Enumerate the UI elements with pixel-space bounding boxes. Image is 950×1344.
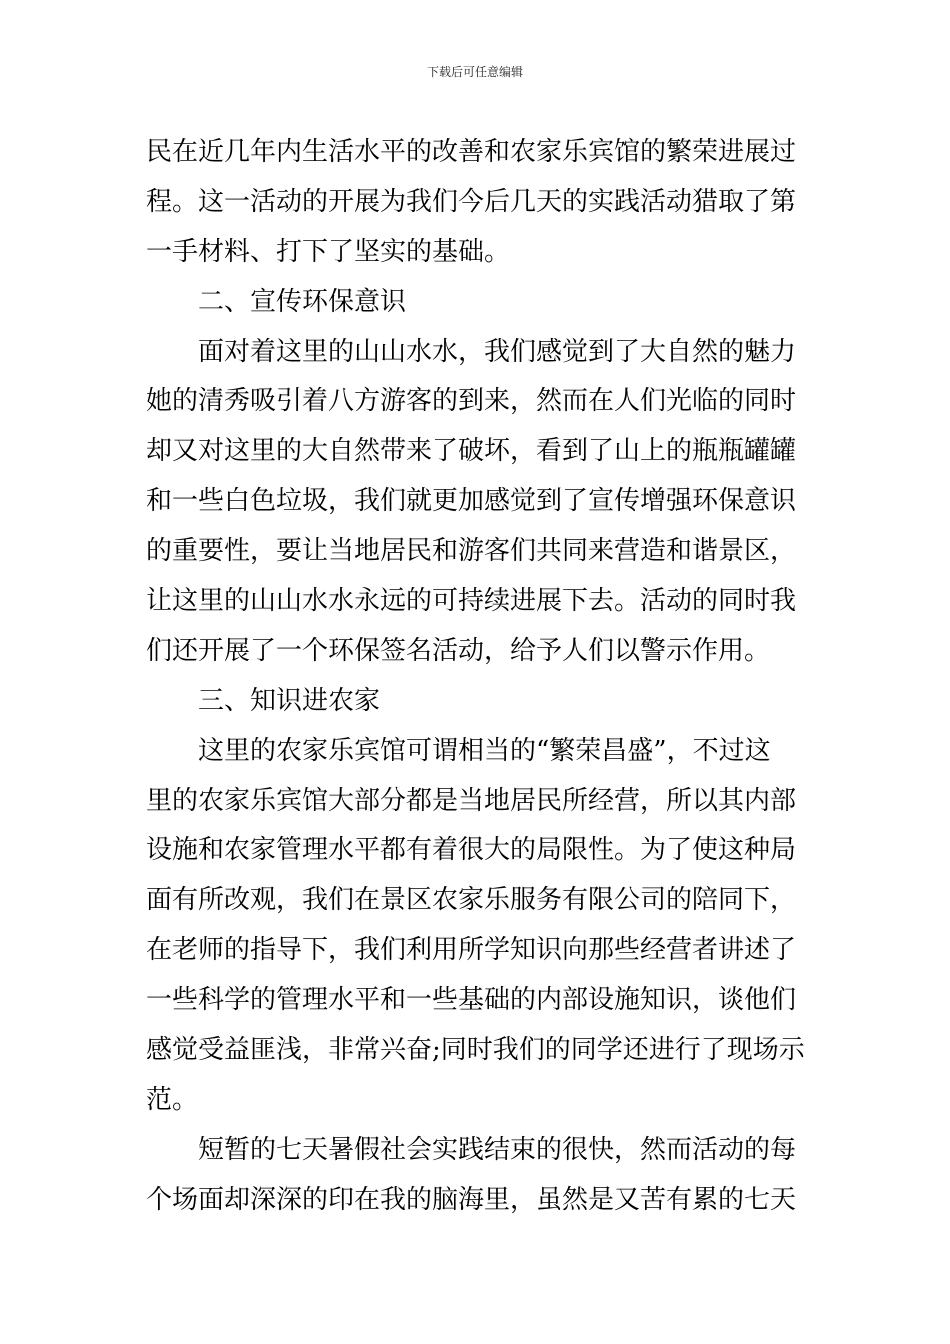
text-line: 的重要性，要让当地居民和游客们共同来营造和谐景区， <box>146 536 797 567</box>
text-line: 一手材料、打下了坚实的基础。 <box>146 236 511 267</box>
text-line: 让这里的山山水水永远的可持续进展下去。活动的同时我 <box>146 586 797 617</box>
text-line: 感觉受益匪浅，非常兴奋;同时我们的同学还进行了现场示 <box>146 1035 805 1066</box>
text-line: 里的农家乐宾馆大部分都是当地居民所经营，所以其内部 <box>146 785 797 816</box>
page-header-note: 下载后可任意编辑 <box>426 65 523 79</box>
document-body <box>146 128 816 1226</box>
text-line: 三、知识进农家 <box>198 685 381 716</box>
text-line: 一些科学的管理水平和一些基础的内部设施知识，谈他们 <box>146 985 797 1016</box>
text-line: 面对着这里的山山水水，我们感觉到了大自然的魅力 <box>198 336 797 367</box>
text-line: 和一些白色垃圾，我们就更加感觉到了宣传增强环保意识 <box>146 486 797 517</box>
text-line: 她的清秀吸引着八方游客的到来，然而在人们光临的同时 <box>146 386 797 417</box>
text-line: 在老师的指导下，我们利用所学知识向那些经营者讲述了 <box>146 935 797 966</box>
text-line: 程。这一活动的开展为我们今后几天的实践活动猎取了第 <box>146 186 797 217</box>
text-line: 这里的农家乐宾馆可谓相当的“繁荣昌盛”，不过这 <box>198 735 771 766</box>
text-line: 短暂的七天暑假社会实践结束的很快，然而活动的每 <box>198 1134 797 1165</box>
text-line: 二、宣传环保意识 <box>198 286 407 317</box>
text-line: 设施和农家管理水平都有着很大的局限性。为了使这种局 <box>146 835 797 866</box>
text-line: 民在近几年内生活水平的改善和农家乐宾馆的繁荣进展过 <box>146 137 797 167</box>
text-line: 们还开展了一个环保签名活动，给予人们以警示作用。 <box>146 635 771 666</box>
text-line: 面有所改观，我们在景区农家乐服务有限公司的陪同下， <box>146 885 797 916</box>
text-line: 却又对这里的大自然带来了破坏，看到了山上的瓶瓶罐罐 <box>146 436 797 467</box>
text-line: 范。 <box>146 1084 199 1115</box>
text-line: 个场面却深深的印在我的脑海里，虽然是又苦有累的七天 <box>146 1184 797 1215</box>
